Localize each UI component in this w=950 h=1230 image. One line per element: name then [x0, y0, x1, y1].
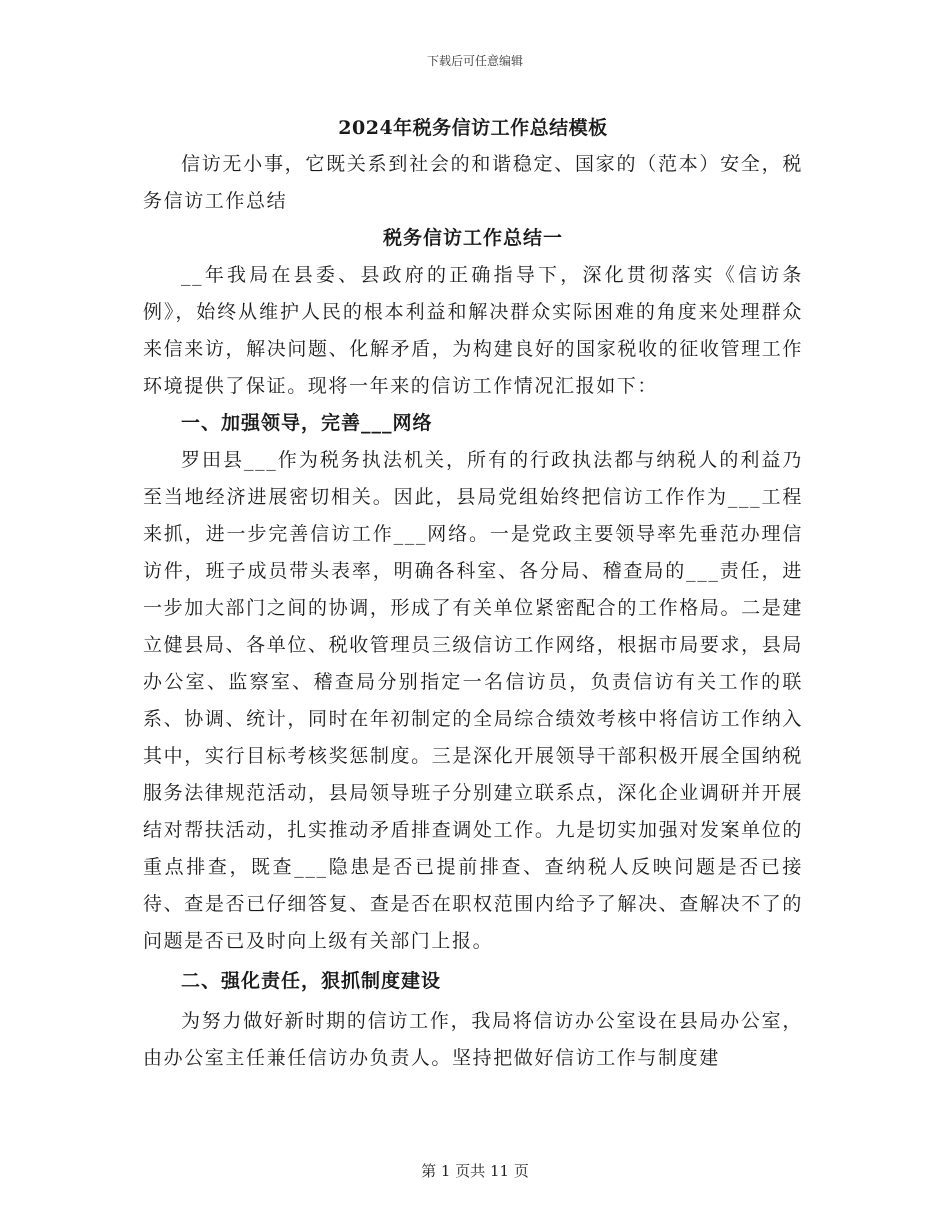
paragraph-3: 为努力做好新时期的信访工作，我局将信访办公室设在县局办公室，由办公室主任兼任信访办负责人。坚持把做好信访工作与制度建 — [143, 1010, 803, 1069]
paragraph-1: __年我局在县委、县政府的正确指导下，深化贯彻落实《信访条例》，始终从维护人民的根本利益和解决群众实际困难的角度来处理群众来信来访，解决问题、化解矛盾，为构建良好的国家税收的征收管理工作环境提供了保证。现将一年来的信访工作情况汇报如下： — [143, 264, 803, 397]
section-title: 税务信访工作总结一 — [382, 227, 563, 249]
heading-1: 一、加强领导，完善___网络 — [181, 412, 433, 434]
document-body — [143, 110, 803, 1077]
document-title: 2024年税务信访工作总结模板 — [338, 117, 608, 139]
page-footer: 第 1 页共 11 页 — [421, 1162, 529, 1180]
paragraph-2: 罗田县___作为税务执法机关，所有的行政执法都与纳税人的利益乃至当地经济进展密切相关。因此，县局党组始终把信访工作作为___工程来抓，进一步完善信访工作___网络。一是党政主要领导率先垂范办理信访件，班子成员带头表率，明确各科室、各分局、稽查局的___责任，进一步加大部门之间的协调，形成了有关单位紧密配合的工作格局。二是建立健县局、各单位、税收管理员三级信访工作网络，根据市局要求，县局办公室、监察室、稽查局分别指定一名信访员，负责信访有关工作的联系、协调、统计，同时在年初制定的全局综合绩效考核中将信访工作纳入其中，实行目标考核奖惩制度。三是深化开展领导干部积极开展全国纳税服务法律规范活动，县局领导班子分别建立联系点，深化企业调研并开展结对帮扶活动，扎实推动矛盾排查调处工作。九是切实加强对发案单位的重点排查，既查___隐患是否已提前排查、查纳税人反映问题是否已接待、查是否已仔细答复、查是否在职权范围内给予了解决、查解决不了的问题是否已及时向上级有关部门上报。 — [143, 449, 803, 952]
intro-paragraph: 信访无小事，它既关系到社会的和谐稳定、国家的（范本）安全，税务信访工作总结 — [143, 153, 803, 212]
header-note: 下载后可任意编辑 — [426, 54, 523, 68]
heading-2: 二、强化责任，狠抓制度建设 — [181, 970, 442, 992]
